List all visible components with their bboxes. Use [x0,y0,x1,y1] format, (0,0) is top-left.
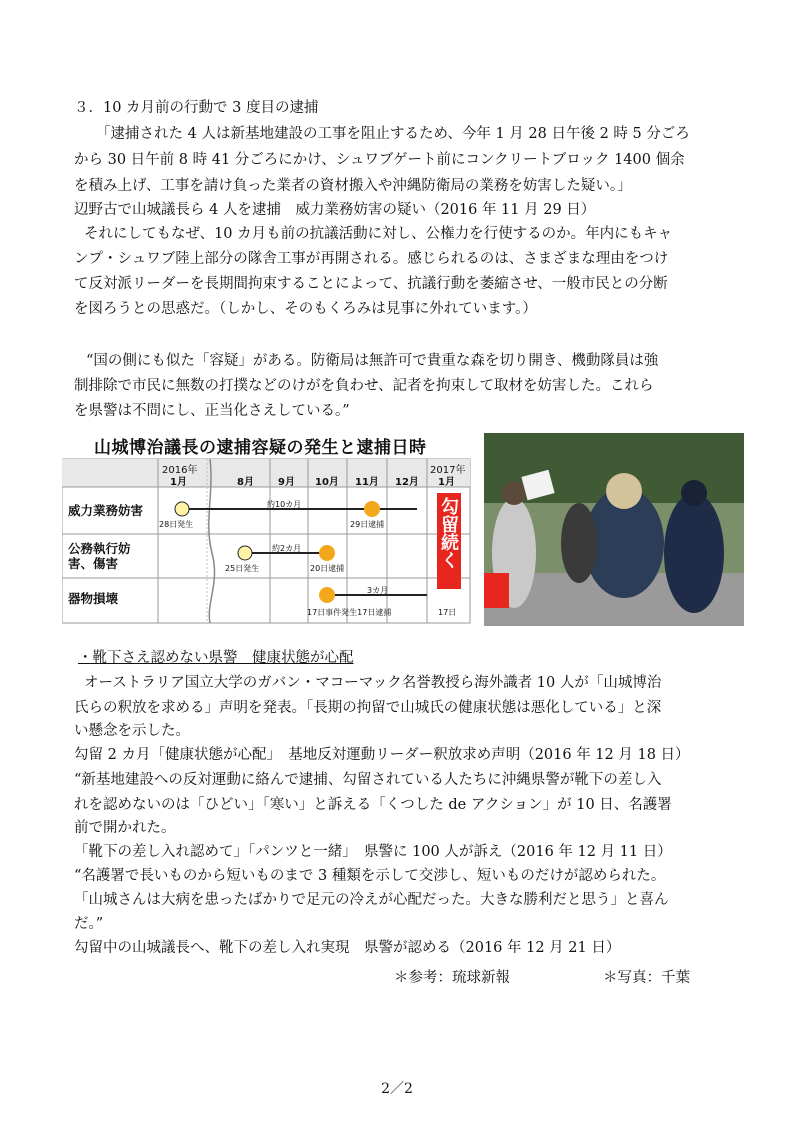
arrest-note: 17日事件発生17日逮捕 [307,608,392,617]
paragraph-1-line-3: を積み上げ、工事を請け負った業者の資材搬入や沖縄防衛局の業務を妨害した疑い。」 [74,178,632,194]
duration-note: 約2カ月 [272,544,302,553]
timeline-grid [62,433,476,626]
month-label: 1月 [170,477,187,488]
paragraph-2-line-1: それにしてもなぜ、10 カ月も前の抗議活動に対し、公権力を行使するのか。年内にもキャ [84,226,673,242]
paragraph-4-line-2: 氏らの釈放を求める」声明を発表。「長期の拘留で山城氏の健康状態は悪化している」と深 [74,700,662,716]
subhead-2: ・靴下さえ認めない県警 健康状態が心配 [78,650,354,666]
detained-label: 勾留続く [438,497,459,569]
timeline-title: 山城博治議長の逮捕容疑の発生と逮捕日時 [94,438,427,458]
row-label: 公務執行妨害、傷害 [68,541,131,571]
protest-photo [484,433,744,626]
paragraph-5-line-3: 前で開かれた。 [74,820,176,836]
paragraph-4-line-1: オーストラリア国立大学のガバン・マコーマック名誉教授ら海外識者 10 人が「山城博治 [84,675,662,691]
paragraph-1-line-2: から 30 日午前 8 時 41 分ごろにかけ、シュワブゲート前にコンクリートブロック 1400 個余 [74,152,685,168]
paragraph-1-line-1: 「逮捕された 4 人は新基地建設の工事を阻止するため、今年 1 月 28 日午後 2 時 5 分ごろ [96,126,690,142]
headline-3: 「靴下の差し入れ認めて」「パンツと一緒」 県警に 100 人が訴え（2016 年 12 月 11 日） [74,844,672,860]
month-label: 12月 [395,477,419,488]
arrest-note: 20日逮捕 [310,564,345,573]
month-label: 1月 [438,477,455,488]
paragraph-5-line-2: れを認めないのは「ひどい」「寒い」と訴える「くつした de アクション」が 10 日、名護署 [74,797,672,813]
duration-note: 約10カ月 [267,500,302,509]
month-label: 9月 [278,477,295,488]
paragraph-6-line-1: “名護署で長いものから短いものまで 3 種類を示して交渉し、短いものだけが認められた。 [74,868,666,884]
reference-photo: ＊写真：千葉 [603,970,690,986]
paragraph-4-line-3: い懸念を示した。 [74,723,190,739]
arrest-note: 29日逮捕 [350,520,385,529]
month-label: 11月 [355,477,379,488]
reference-source: ＊参考：琉球新報 [394,970,510,986]
year-2017: 2017年 [430,465,466,476]
paragraph-6-line-2: 「山城さんは大病を患ったばかりで足元の冷えが心配だった。大きな勝利だと思う」と喜ん [74,892,669,908]
paragraph-3-line-1: “国の側にも似た「容疑」がある。防衛局は無許可で貴重な森を切り開き、機動隊員は強 [86,353,659,369]
paragraph-2-line-4: を図ろうとの思惑だ。（しかし、そのもくろみは見事に外れています。） [74,301,537,317]
headline-2: 勾留 2 カ月「健康状態が心配」 基地反対運動リーダー釈放求め声明（2016 年 12 月 18 日） [74,747,690,763]
month-label: 8月 [237,477,254,488]
page-number: 2／2 [381,1081,413,1097]
duration-note: 3カ月 [367,586,389,595]
headline-1: 辺野古で山城議長ら 4 人を逮捕 威力業務妨害の疑い（2016 年 11 月 29 日） [74,202,596,218]
paragraph-2-line-3: て反対派リーダーを長期間拘束することによって、抗議行動を萎縮させ、一般市民との分断 [74,276,668,292]
section-heading: ３．10 カ月前の行動で 3 度目の逮捕 [74,100,319,116]
paragraph-3-line-3: を県警は不問にし、正当化さえしている。” [74,403,350,419]
paragraph-6-line-3: だ。” [74,916,104,932]
start-note: 25日発生 [225,564,260,573]
arrest-timeline-figure [62,433,476,626]
year-2016: 2016年 [162,465,198,476]
end-note: 17日 [438,608,457,617]
headline-4: 勾留中の山城議長へ、靴下の差し入れ実現 県警が認める（2016 年 12 月 21 日） [74,940,621,956]
start-note: 28日発生 [159,520,194,529]
row-label: 威力業務妨害 [68,503,144,518]
paragraph-2-line-2: ンプ・シュワブ陸上部分の隊舎工事が再開される。感じられるのは、さまざまな理由をつけ [74,251,669,267]
row-label: 器物損壊 [68,591,119,606]
paragraph-5-line-1: “新基地建設への反対運動に絡んで逮捕、勾留されている人たちに沖縄県警が靴下の差し入 [74,772,662,788]
month-label: 10月 [315,477,339,488]
paragraph-3-line-2: 制排除で市民に無数の打撲などのけがを負わせ、記者を拘束して取材を妨害した。これら [74,378,654,394]
